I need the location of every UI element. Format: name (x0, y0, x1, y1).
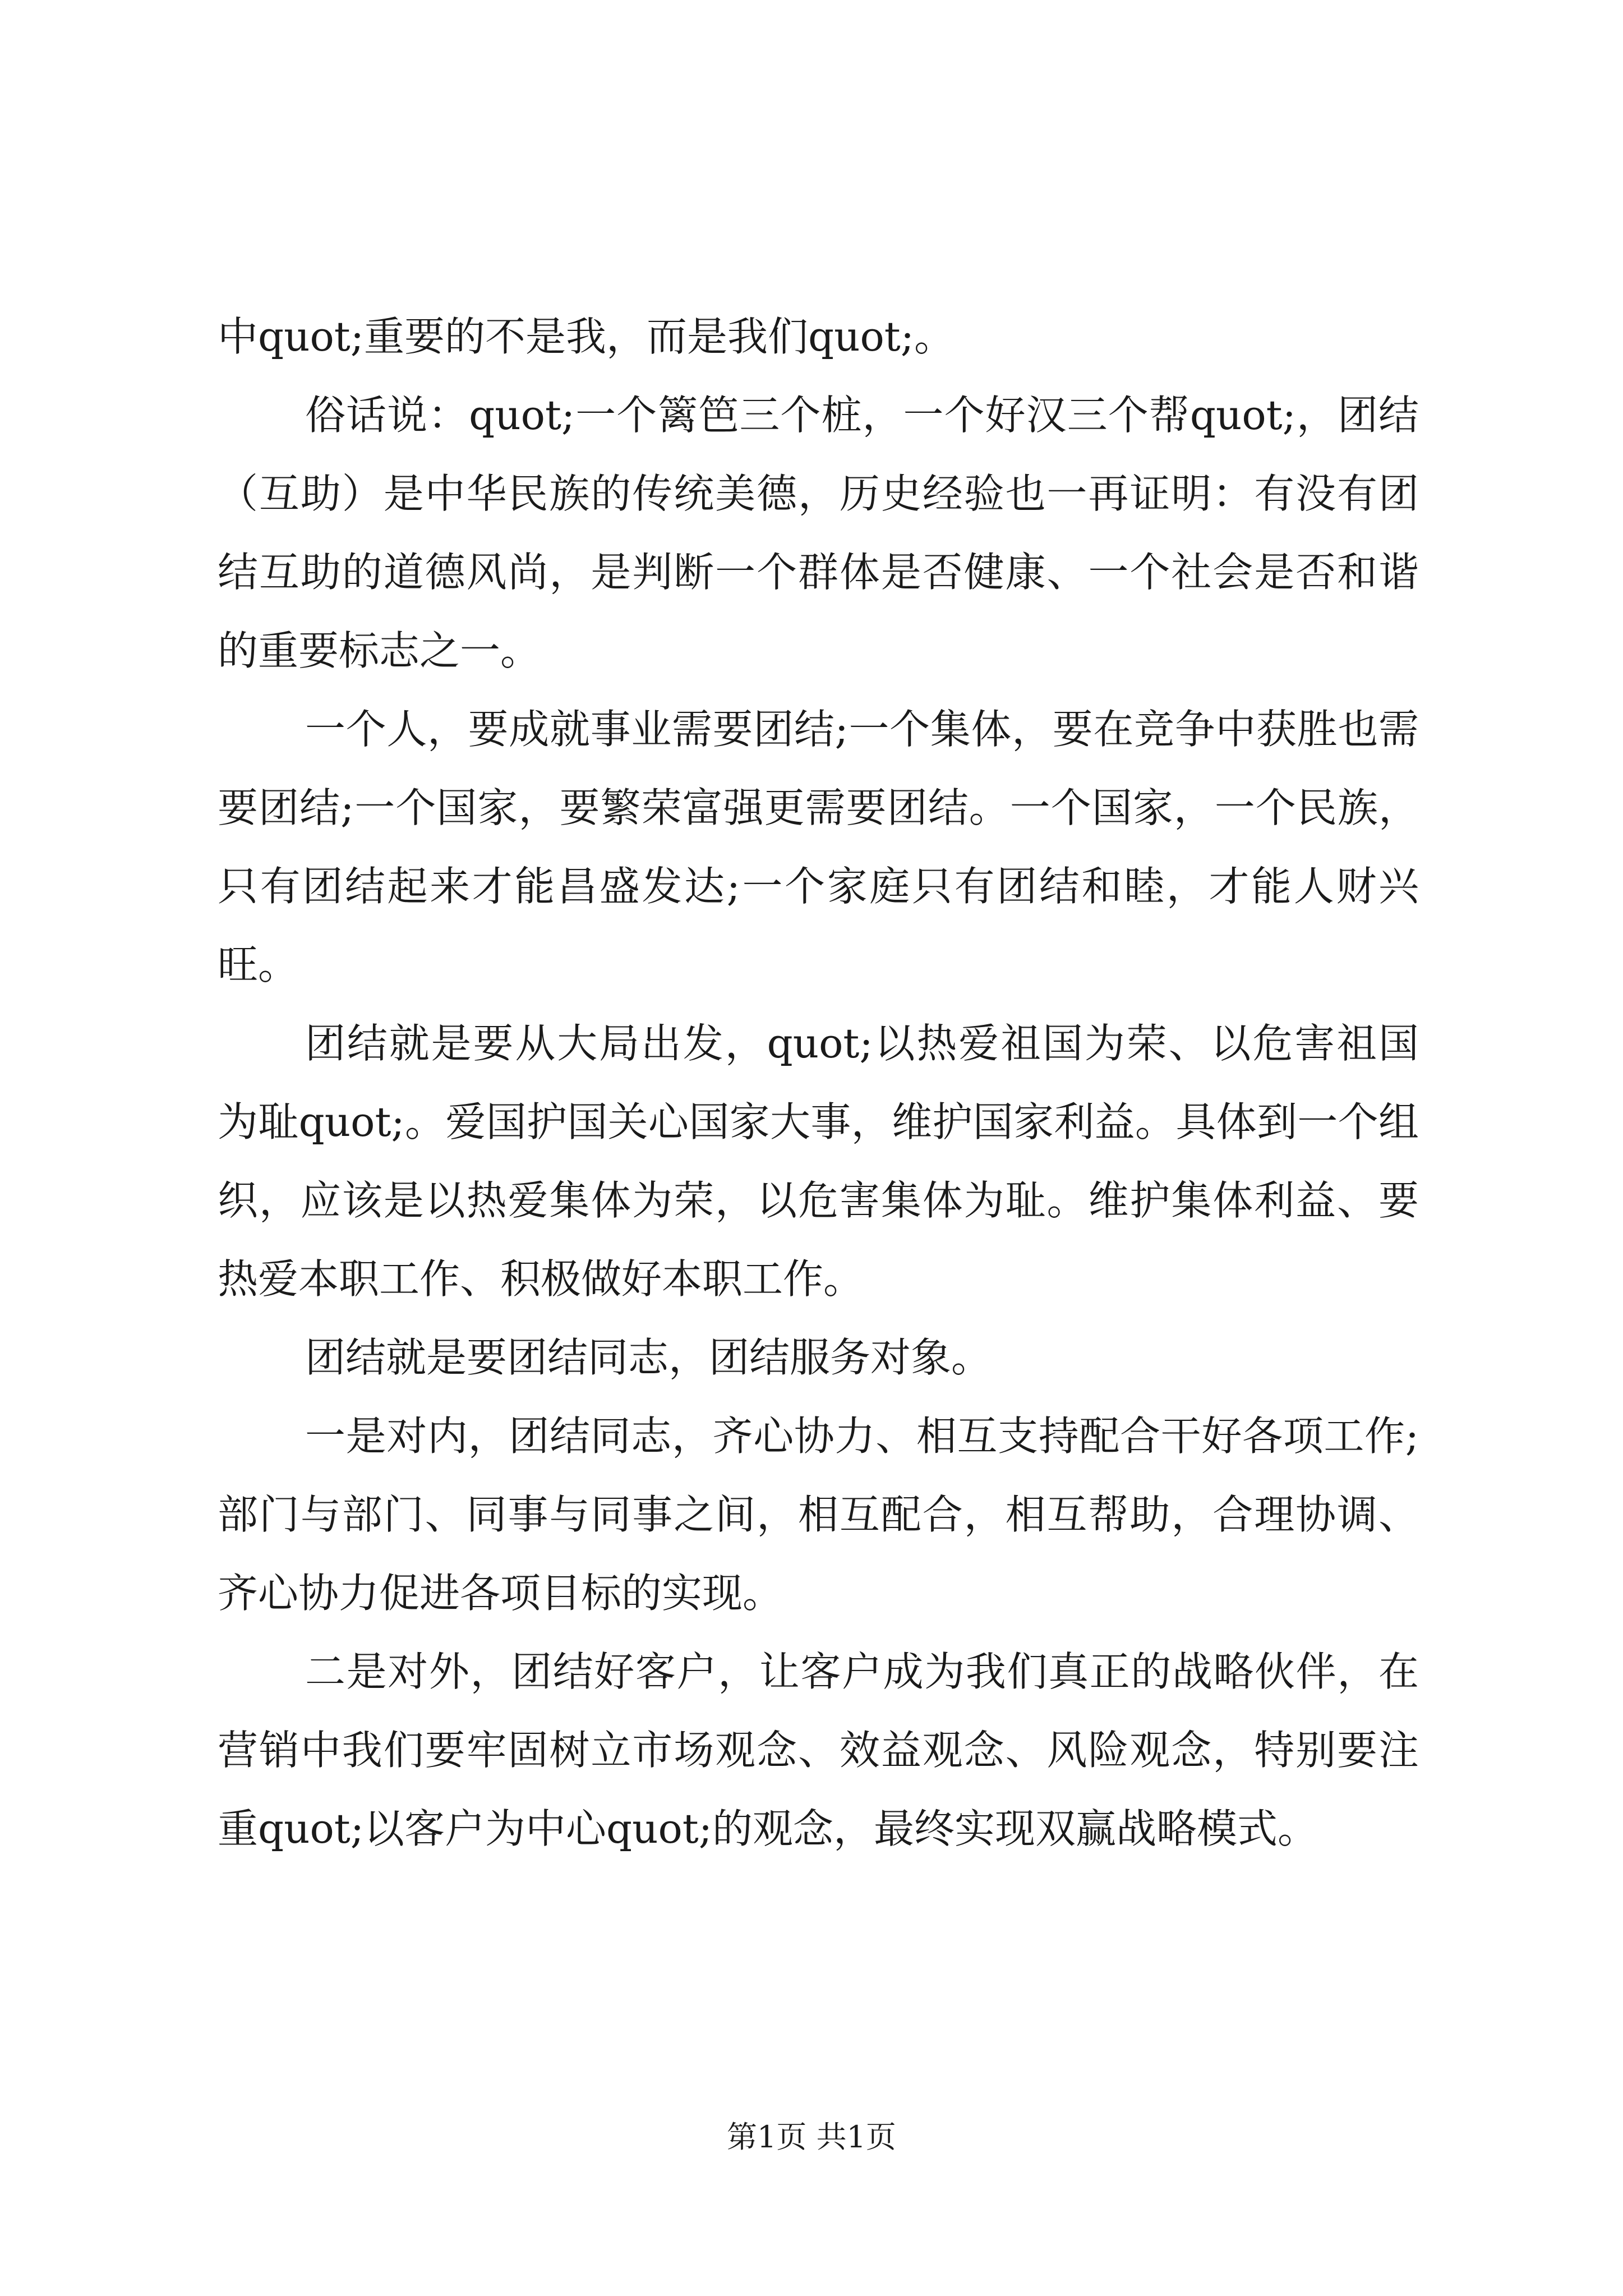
paragraph-unite-colleagues: 团结就是要团结同志，团结服务对象。 (305, 1334, 992, 1381)
page-footer: 第1页 共1页 (727, 2119, 896, 2155)
paragraph-unity-need: 一个人，要成就事业需要团结;一个集体，要在竞争中获胜也需要团结;一个国家，要繁荣富强更需要团结。一个国家，一个民族，只有团结起来才能昌盛发达;一个家庭只有团结和睦，才能人财兴旺。 (218, 706, 1419, 988)
paragraph-big-picture: 团结就是要从大局出发，quot;以热爱祖国为荣、以危害祖国为耻quot;。爱国护国关心国家大事，维护国家利益。具体到一个组织，应该是以热爱集体为荣，以危害集体为耻。维护集体利益、要热爱本职工作、积极做好本职工作。 (218, 1020, 1419, 1303)
paragraph-proverb: 俗话说：quot;一个篱笆三个桩，一个好汉三个帮quot;，团结（互助）是中华民族的传统美德，历史经验也一再证明：有没有团结互助的道德风尚，是判断一个群体是否健康、一个社会是否和谐的重要标志之一。 (218, 392, 1419, 674)
document-body (218, 297, 1419, 1868)
paragraph-continuation: 中quot;重要的不是我，而是我们quot;。 (218, 313, 955, 360)
paragraph-internal: 一是对内，团结同志，齐心协力、相互支持配合干好各项工作;部门与部门、同事与同事之间，相互配合，相互帮助，合理协调、齐心协力促进各项目标的实现。 (218, 1412, 1419, 1617)
paragraph-external: 二是对外，团结好客户，让客户成为我们真正的战略伙伴，在营销中我们要牢固树立市场观念、效益观念、风险观念，特别要注重quot;以客户为中心quot;的观念，最终实现双赢战略模式。 (218, 1648, 1419, 1852)
